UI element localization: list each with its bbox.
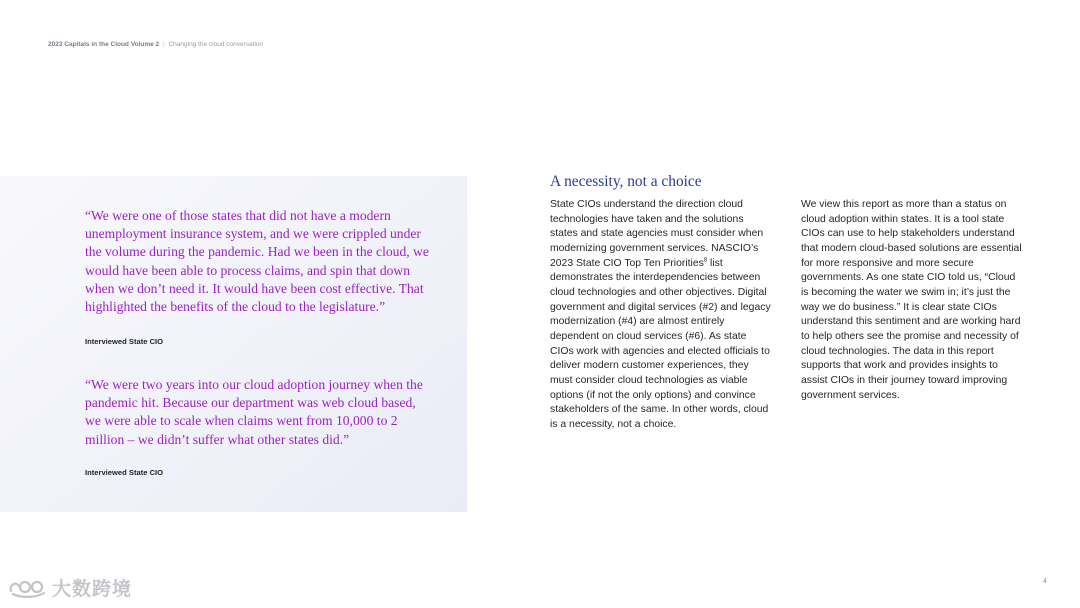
- body-column-2: We view this report as more than a status on cloud adoption within states. It is a tool state CIOs can use to help stakeholders understand that modern cloud-based solutions are essential for more responsive and more secure governments. As one state CIO told us, “Cloud is becoming the water we swim in; it’s just the way we do business.” It is clear state CIOs understand this sentiment and are working hard to help others see the promise and necessity of cloud technologies. The data in this report supports that work and provides insights to assist CIOs in their journey toward improving government services.: [801, 199, 1022, 401]
- watermark: [8, 574, 132, 601]
- quote-attribution-2: Interviewed State CIO: [85, 468, 164, 477]
- document-title: 2023 Capitals in the Cloud Volume 2: [48, 41, 160, 48]
- page-number: 4: [1043, 578, 1047, 585]
- body-column-1-text-b: list demonstrates the interdependencies between cloud technologies and other objectives. Digital government and digital services (#2) and legacy modernization (#4) are almost entirely dependent on cloud services (#6). As state CIOs work with agencies and elected officials to deliver modern customer experiences, they must consider cloud technologies as viable options (if not the only options) and convince stakeholders of the same. In other words, cloud is a necessity, not a choice.: [550, 257, 771, 430]
- running-header: [48, 41, 263, 48]
- section-name: Changing the cloud conversation: [168, 41, 264, 48]
- header-separator: |: [162, 41, 165, 48]
- pull-quote-1: “We were one of those states that did not have a modern unemployment insurance system, and we were crippled under the volume during the pandemic. Had we been in the cloud, we would have been able to process claims, and spin that down when we don’t need it. It would have been cost effective. That highlighted the benefits of the cloud to the legislature.”: [85, 208, 429, 315]
- pull-quote-2: “We were two years into our cloud adoption journey when the pandemic hit. Because our department was web cloud based, we were able to scale when claims went from 10,000 to 2 million – we didn’t suffer what other states did.”: [85, 377, 423, 447]
- cloud-logo-icon: [8, 577, 48, 599]
- footnote-reference[interactable]: 8: [703, 257, 708, 264]
- body-column-1-text-a: State CIOs understand the direction cloud technologies have taken and the solutions states and state agencies must consider when modernizing government services. NASCIO’s 2023 State CIO Top Ten Priorities: [550, 199, 764, 269]
- watermark-text: 大数跨境: [52, 579, 133, 600]
- section-title: A necessity, not a choice: [550, 173, 702, 190]
- body-column-1: [550, 198, 772, 433]
- quote-attribution-1: Interviewed State CIO: [85, 337, 164, 346]
